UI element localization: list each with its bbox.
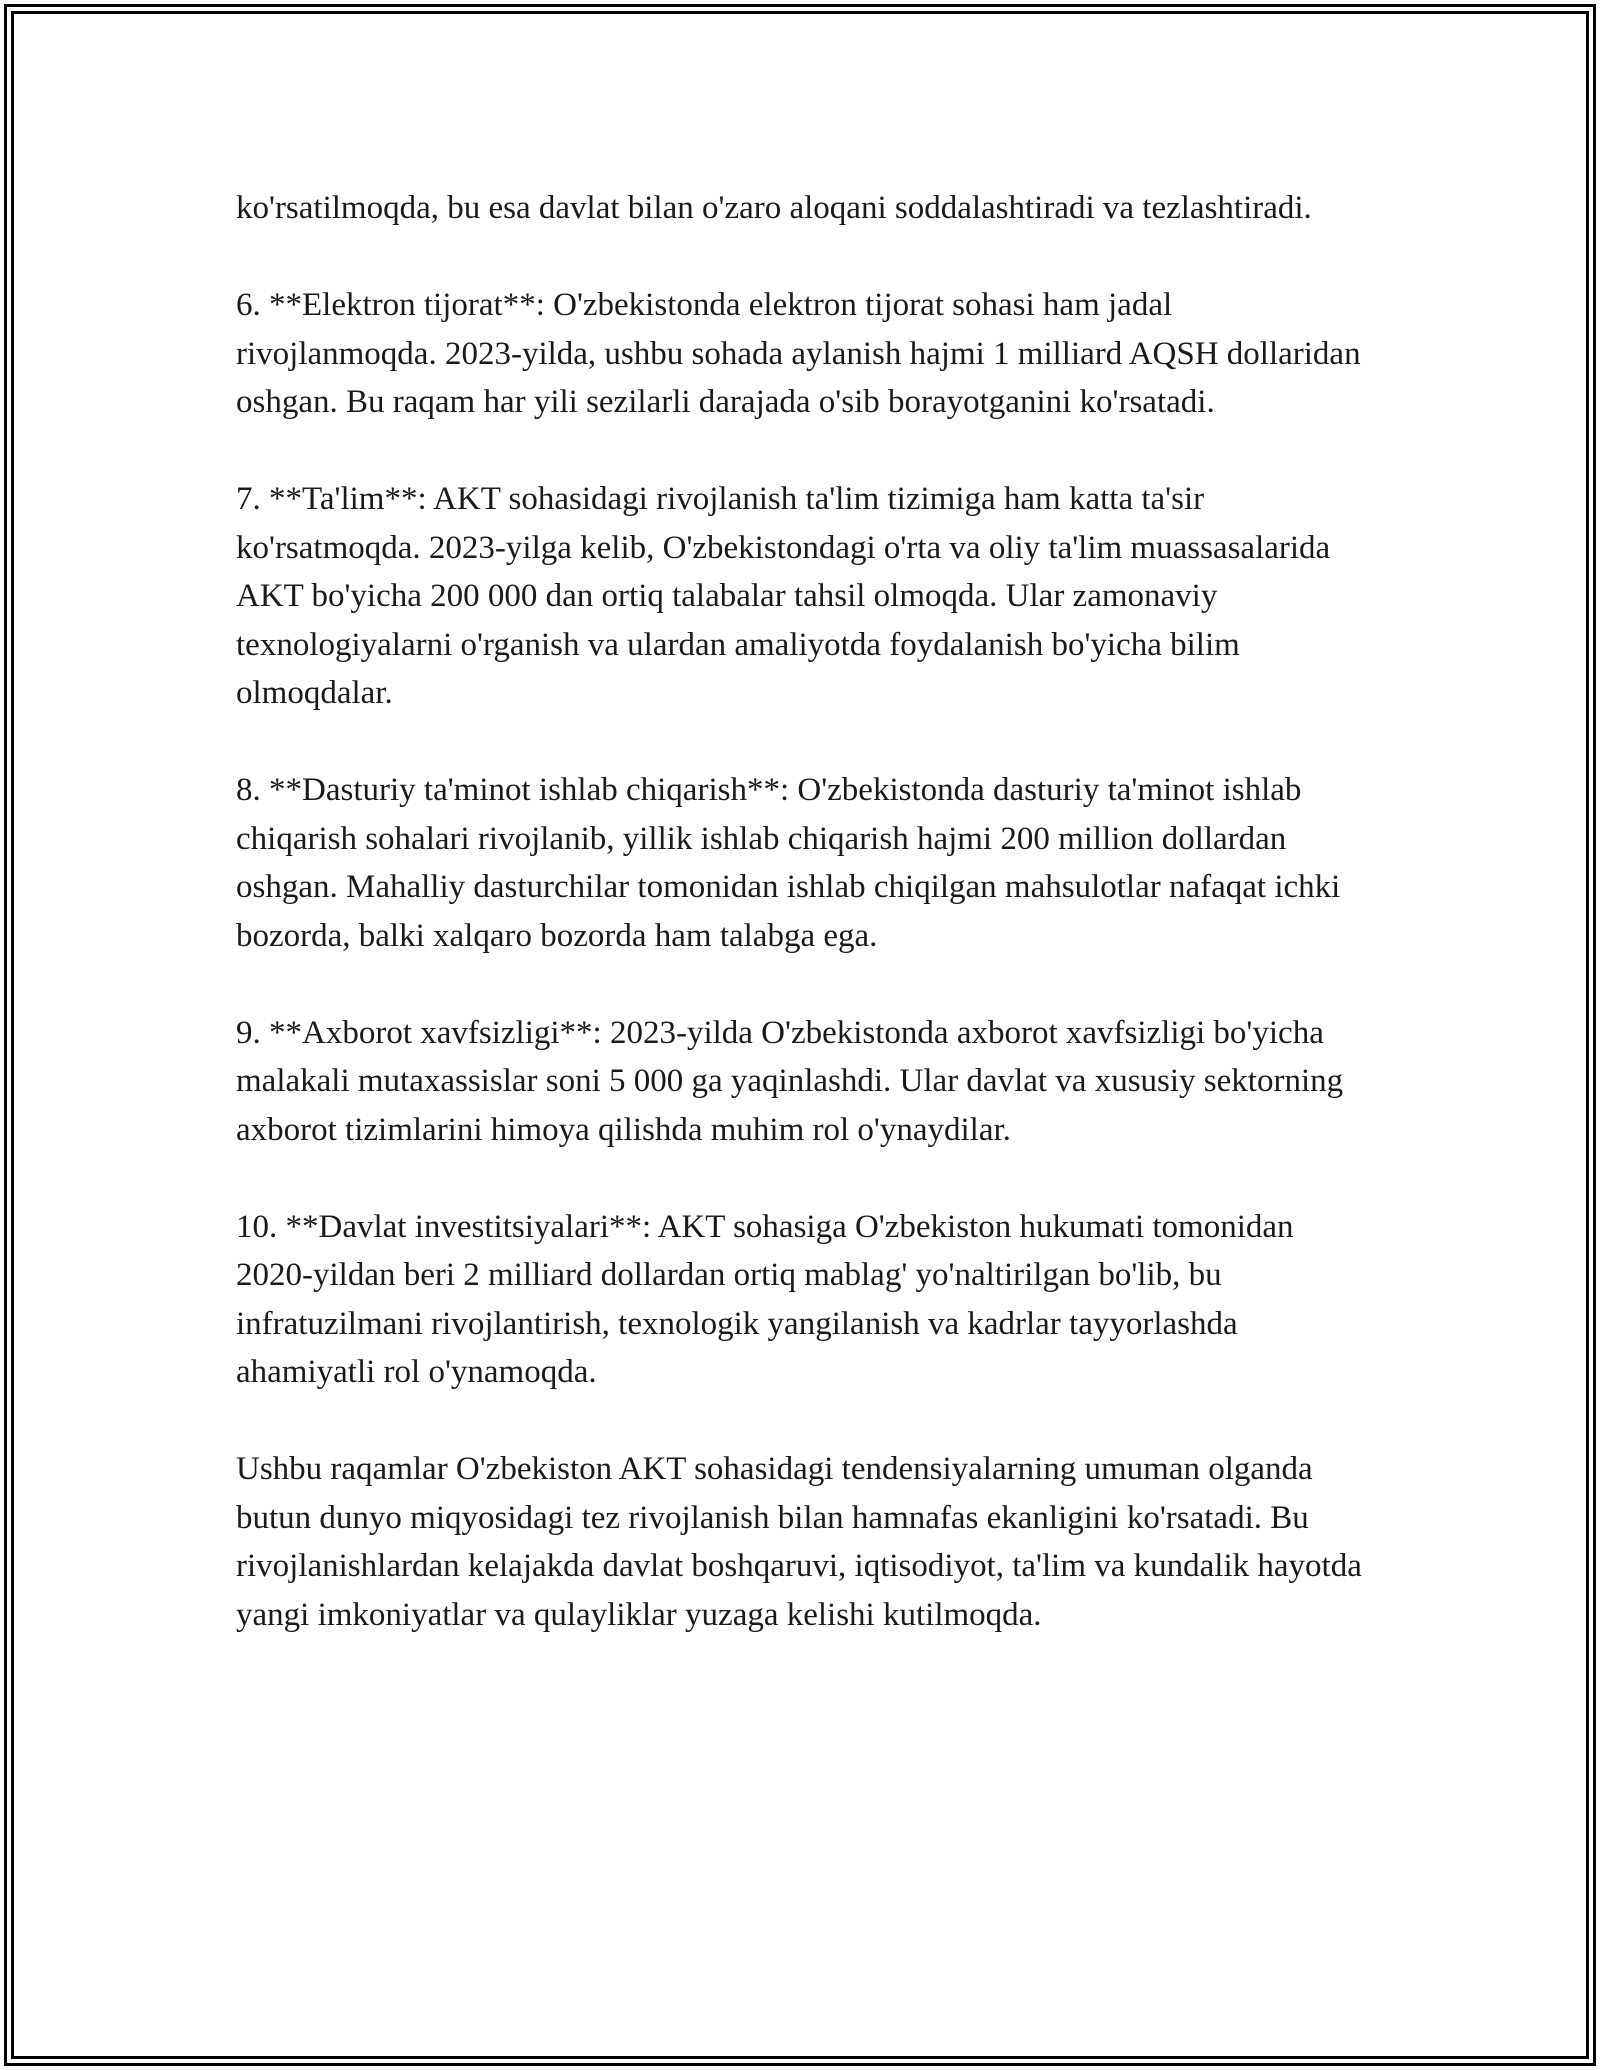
paragraph-conclusion: Ushbu raqamlar O'zbekiston AKT sohasidagi tendensiyalarning umuman olganda butun dunyo miqyosidagi tez rivojlanish bilan hamnafas ekanligini ko'rsatadi. Bu rivojlanishlardan kelajakda davlat boshqaruvi, iqtisodiyot, ta'lim va kundalik hayotda yangi imkoniyatlar va qulayliklar yuzaga kelishi kutilmoqda. xyxy=(236,1451,1362,1633)
paragraph-item-10-state-investments: 10. **Davlat investitsiyalari**: AKT sohasiga O'zbekiston hukumati tomonidan 2020-yildan beri 2 milliard dollardan ortiq mablag' yo'naltirilgan bo'lib, bu infratuzilmani rivojlantirish, texnologik yangilanish va kadrlar tayyorlashda ahamiyatli rol o'ynamoqda. xyxy=(236,1208,1294,1390)
paragraph-item-6-electronic-commerce: 6. **Elektron tijorat**: O'zbekistonda elektron tijorat sohasi ham jadal rivojlanmoqda. 2023-yilda, ushbu sohada aylanish hajmi 1 milliard AQSH dollaridan oshgan. Bu raqam har yili sezilarli darajada o'sib borayotganini ko'rsatadi. xyxy=(236,287,1361,420)
paragraph-item-9-information-security: 9. **Axborot xavfsizligi**: 2023-yilda O'zbekistonda axborot xavfsizligi bo'yicha malakali mutaxassislar soni 5 000 ga yaqinlashdi. Ular davlat va xususiy sektorning axborot tizimlarini himoya qilishda muhim rol o'ynaydilar. xyxy=(236,1014,1344,1148)
paragraph-continuation: ko'rsatilmoqda, bu esa davlat bilan o'zaro aloqani soddalashtiradi va tezlashtiradi. xyxy=(236,190,1312,226)
document-body xyxy=(236,184,1366,1639)
paragraph-item-7-education: 7. **Ta'lim**: AKT sohasidagi rivojlanish ta'lim tizimiga ham katta ta'sir ko'rsatmoqda. 2023-yilga kelib, O'zbekistondagi o'rta va oliy ta'lim muassasalarida AKT bo'yicha 200 000 dan ortiq talabalar tahsil olmoqda. Ular zamonaviy texnologiyalarni o'rganish va ulardan amaliyotda foydalanish bo'yicha bilim olmoqdalar. xyxy=(236,481,1331,711)
paragraph-item-8-software-production: 8. **Dasturiy ta'minot ishlab chiqarish**: O'zbekistonda dasturiy ta'minot ishlab chiqarish sohalari rivojlanib, yillik ishlab chiqarish hajmi 200 million dollardan oshgan. Mahalliy dasturchilar tomonidan ishlab chiqilgan mahsulotlar nafaqat ichki bozorda, balki xalqaro bozorda ham talabga ega. xyxy=(236,772,1341,954)
